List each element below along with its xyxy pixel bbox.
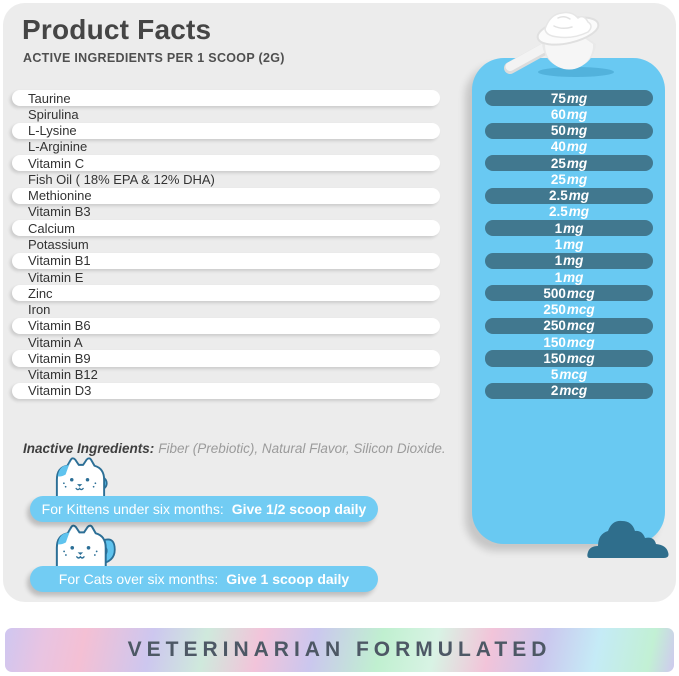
ingredient-name: Vitamin B3: [28, 204, 91, 220]
amount-value: 50: [550, 123, 566, 139]
ingredient-amount-list: [485, 90, 653, 399]
amount-unit: mcg: [559, 383, 588, 399]
ingredient-name: Fish Oil ( 18% EPA & 12% DHA): [28, 171, 215, 187]
ingredient-row: [12, 350, 440, 366]
page-subtitle: ACTIVE INGREDIENTS PER 1 SCOOP (2G): [23, 51, 285, 65]
page-title: Product Facts: [22, 14, 212, 45]
amount-row: [485, 106, 653, 122]
amount-value: 150: [543, 334, 566, 350]
inactive-label: Inactive Ingredients:: [23, 441, 155, 456]
amount-value: 500: [543, 285, 566, 301]
amount-unit: mcg: [566, 318, 595, 334]
ingredient-name: Taurine: [28, 90, 71, 106]
ingredient-name: L-Lysine: [28, 123, 77, 139]
ingredient-name: Vitamin C: [28, 155, 85, 171]
amount-value: 60: [550, 106, 566, 122]
amount-unit: mg: [563, 237, 584, 253]
ingredient-row: [12, 204, 440, 220]
amount-value: 1: [554, 220, 563, 236]
amount-value: 1: [554, 269, 563, 285]
inactive-text: Fiber (Prebiotic), Natural Flavor, Silicon Dioxide.: [158, 441, 446, 456]
amount-unit: mg: [566, 155, 588, 171]
amount-row: [485, 171, 653, 187]
amount-row: [485, 188, 653, 204]
ingredient-name: Vitamin A: [28, 334, 83, 350]
amount-row: [485, 236, 653, 252]
amount-row: [485, 204, 653, 220]
ingredient-name: Calcium: [28, 220, 75, 236]
ingredient-row: [12, 155, 440, 171]
ingredient-name: Zinc: [28, 285, 53, 301]
amount-row: [485, 285, 653, 301]
ingredient-row: [12, 367, 440, 383]
ingredient-name: Iron: [28, 302, 51, 318]
dosage-label: For Cats over six months:: [58, 571, 219, 587]
amount-value: 2.5: [548, 204, 568, 220]
amount-row: [485, 301, 653, 317]
amount-row: [485, 155, 653, 171]
amount-unit: mcg: [566, 334, 595, 350]
amount-unit: mcg: [566, 302, 595, 318]
ingredient-row: [12, 383, 440, 399]
ingredient-row: [12, 106, 440, 122]
amount-unit: mg: [566, 90, 588, 106]
amount-value: 1: [554, 253, 563, 269]
ingredient-name: Vitamin B12: [28, 367, 98, 383]
amount-row: [485, 367, 653, 383]
ingredient-name: Vitamin B6: [28, 318, 91, 334]
amount-value: 75: [550, 90, 566, 106]
amount-row: [485, 383, 653, 399]
amount-value: 150: [543, 350, 566, 366]
amount-value: 1: [554, 237, 563, 253]
amount-unit: mg: [563, 269, 584, 285]
amount-unit: mg: [566, 139, 588, 155]
dosage-label: For Kittens under six months:: [41, 501, 224, 517]
ingredient-name: Spirulina: [28, 106, 79, 122]
amount-row: [485, 220, 653, 236]
ingredient-name: Vitamin B9: [28, 350, 91, 366]
amount-unit: mcg: [566, 350, 595, 366]
amount-row: [485, 139, 653, 155]
ingredient-row: [12, 171, 440, 187]
amount-row: [485, 334, 653, 350]
amount-value: 25: [550, 155, 566, 171]
amount-row: [485, 253, 653, 269]
footer-text: VETERINARIAN FORMULATED: [127, 638, 552, 661]
amount-unit: mg: [568, 188, 590, 204]
amount-unit: mg: [568, 204, 590, 220]
ingredient-name: Vitamin E: [28, 269, 84, 285]
amount-value: 5: [550, 367, 559, 383]
scoop-icon: [500, 6, 626, 78]
ingredient-name: Methionine: [28, 188, 92, 204]
amount-row: [485, 350, 653, 366]
amount-row: [485, 269, 653, 285]
amount-value: 2.5: [548, 188, 568, 204]
ingredient-row: [12, 253, 440, 269]
amount-row: [485, 90, 653, 106]
ingredient-row: [12, 139, 440, 155]
amount-value: 250: [543, 318, 566, 334]
cat-dosage-banner: [30, 566, 378, 592]
ingredient-row: [12, 334, 440, 350]
amount-unit: mg: [566, 123, 588, 139]
ingredient-row: [12, 285, 440, 301]
amount-value: 40: [550, 139, 566, 155]
amount-unit: mcg: [566, 285, 595, 301]
ingredient-name-list: [12, 90, 440, 399]
amount-unit: mg: [566, 106, 588, 122]
veterinarian-formulated-banner: [5, 628, 674, 672]
ingredient-row: [12, 220, 440, 236]
inactive-ingredients: [23, 441, 453, 456]
ingredient-row: [12, 301, 440, 317]
amount-row: [485, 123, 653, 139]
kitten-icon: [46, 457, 108, 499]
ingredient-row: [12, 188, 440, 204]
cat-icon: [46, 524, 122, 568]
amount-value: 250: [543, 302, 566, 318]
ingredient-name: Vitamin D3: [28, 383, 92, 399]
ingredient-name: Vitamin B1: [28, 253, 91, 269]
amount-row: [485, 318, 653, 334]
ingredient-row: [12, 90, 440, 106]
ingredient-row: [12, 269, 440, 285]
amount-value: 25: [550, 171, 566, 187]
ingredient-name: L-Arginine: [28, 139, 88, 155]
amount-unit: mcg: [559, 367, 588, 383]
kitten-dosage-banner: [30, 496, 378, 522]
amount-unit: mg: [563, 253, 584, 269]
dosage-instruction: Give 1 scoop daily: [226, 571, 350, 587]
amount-value: 2: [550, 383, 559, 399]
bush-icon: [586, 518, 670, 560]
amount-unit: mg: [566, 171, 588, 187]
ingredient-row: [12, 318, 440, 334]
ingredient-row: [12, 123, 440, 139]
amount-unit: mg: [563, 220, 584, 236]
ingredient-name: Potassium: [28, 237, 89, 253]
dosage-instruction: Give 1/2 scoop daily: [231, 501, 367, 517]
ingredient-row: [12, 236, 440, 252]
